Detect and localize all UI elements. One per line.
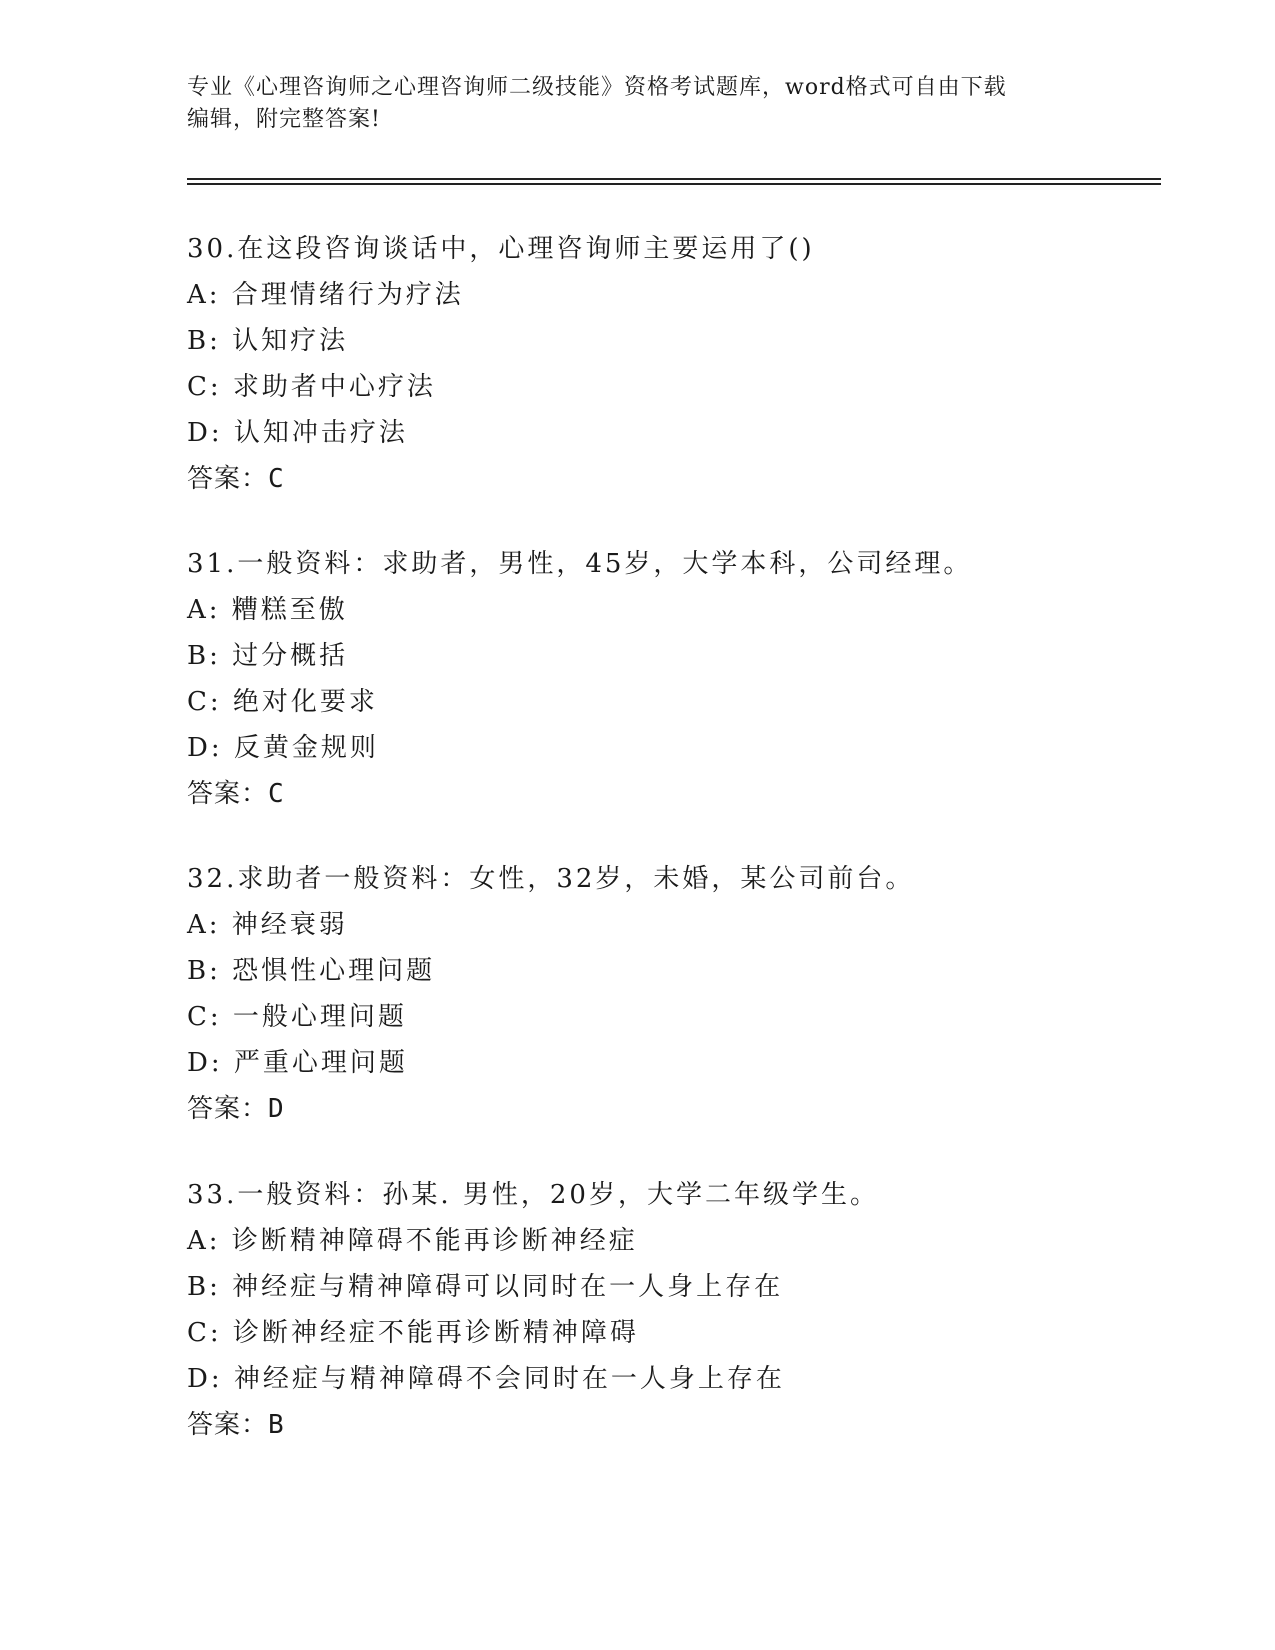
option-d: D: 认知冲击疗法: [187, 418, 408, 448]
option-b: B: 恐惧性心理问题: [187, 956, 436, 986]
option-c: C: 诊断神经症不能再诊断精神障碍: [187, 1318, 639, 1348]
answer-value: C: [268, 464, 285, 494]
option-b: B: 神经症与精神障碍可以同时在一人身上存在: [187, 1272, 784, 1302]
question-33: [187, 1172, 1167, 1448]
answer-label: 答案：: [187, 1094, 269, 1124]
option-a: A: 糟糕至傲: [187, 595, 348, 625]
option-a: A: 诊断精神障碍不能再诊断神经症: [187, 1226, 638, 1256]
answer-line: [187, 771, 1167, 817]
answer-line: [187, 1402, 1167, 1448]
answer-value: C: [268, 779, 285, 809]
question-32: [187, 856, 1167, 1132]
answer-label: 答案：: [187, 464, 269, 494]
answer-line: [187, 1086, 1167, 1132]
option-b: B: 认知疗法: [187, 326, 349, 356]
answer-label: 答案：: [187, 1410, 269, 1440]
option-a: A: 神经衰弱: [187, 910, 348, 940]
option-b: B: 过分概括: [187, 641, 349, 671]
option-c: C: 求助者中心疗法: [187, 372, 436, 402]
option-c: C: 一般心理问题: [187, 1002, 407, 1032]
question-stem: 31.一般资料：求助者，男性，45岁，大学本科，公司经理。: [187, 549, 973, 579]
header-line-1: 专业《心理咨询师之心理咨询师二级技能》资格考试题库，word格式可自由下载: [187, 75, 1007, 100]
answer-label: 答案：: [187, 779, 269, 809]
option-c: C: 绝对化要求: [187, 687, 378, 717]
answer-value: D: [268, 1094, 285, 1124]
question-stem: 32.求助者一般资料：女性，32岁，未婚，某公司前台。: [187, 864, 915, 894]
header-divider-bottom: [187, 183, 1161, 185]
question-stem: 33.一般资料：孙某. 男性，20岁，大学二年级学生。: [187, 1180, 879, 1210]
header-line-2: 编辑，附完整答案!: [187, 107, 381, 132]
option-d: D: 反黄金规则: [187, 733, 379, 763]
answer-line: [187, 456, 1167, 502]
option-a: A: 合理情绪行为疗法: [187, 280, 464, 310]
option-d: D: 神经症与精神障碍不会同时在一人身上存在: [187, 1364, 785, 1394]
question-30: [187, 226, 1167, 502]
header-divider-top: [187, 178, 1161, 180]
option-d: D: 严重心理问题: [187, 1048, 408, 1078]
answer-value: B: [268, 1410, 285, 1440]
document-header: [187, 72, 1087, 136]
question-31: [187, 541, 1167, 817]
question-stem: 30.在这段咨询谈话中，心理咨询师主要运用了(): [187, 234, 815, 264]
